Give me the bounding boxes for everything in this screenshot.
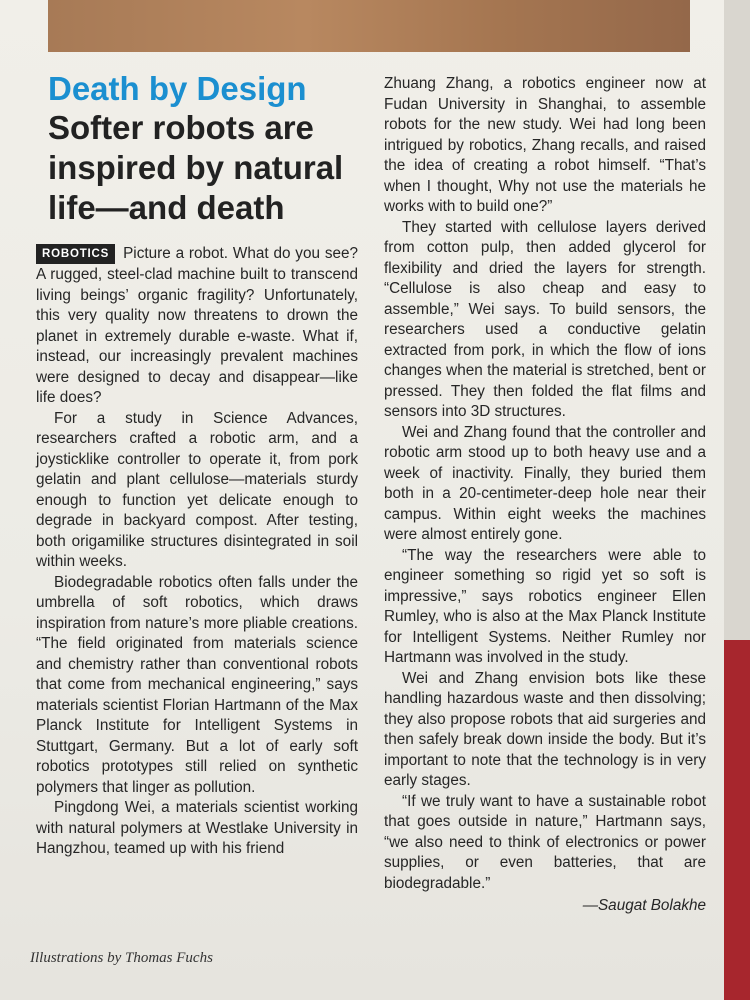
author-byline: —Saugat Bolakhe bbox=[582, 897, 706, 914]
illustration-credit: Illustrations by Thomas Fuchs bbox=[30, 950, 213, 966]
article-paragraph: Zhuang Zhang, a robotics engineer now at Fudan University in Shanghai, to assemble robots for the new study. Wei had long been intrigued by robotics, Zhang recalls, and raised the idea of creating a robot himself. “That’s when I thought, Why not use the materials he works with to build one?” bbox=[384, 75, 706, 215]
header-photo-strip bbox=[48, 0, 690, 52]
right-column bbox=[384, 74, 706, 917]
article-paragraph: “The way the researchers were able to engineer something so rigid yet so soft is impressive,” says robotics engineer Ellen Rumley, who is also at the Max Planck Institute for Intelligent Systems. Neither Rumley nor Hartmann was involved in the study. bbox=[384, 546, 706, 666]
article-paragraph: Wei and Zhang found that the controller and robotic arm stood up to both heavy use and a week of inactivity. Finally, they buried them both in a 20-centimeter-deep hole near their campus. Within eight weeks the machines were almost entirely gone. bbox=[384, 423, 706, 543]
article-paragraph: Wei and Zhang envision bots like these handling hazardous waste and then dissolving; they also propose robots that aid surgeries and then safely break down inside the body. But it’s important to note that the technology is in very early stages. bbox=[384, 669, 706, 789]
left-column bbox=[36, 244, 358, 860]
article-paragraph: Pingdong Wei, a materials scientist working with natural polymers at Westlake University in Hangzhou, teamed up with his friend bbox=[36, 799, 358, 857]
article-paragraph bbox=[36, 244, 358, 409]
article-kicker: Death by Design bbox=[48, 70, 307, 107]
section-badge: ROBOTICS bbox=[36, 244, 115, 264]
adjacent-page-edge bbox=[724, 640, 750, 1000]
headline-block bbox=[48, 70, 368, 228]
paragraph-text: Picture a robot. What do you see? A rugged, steel-clad machine built to transcend living beings’ organic fragility? Unfortunately, this very quality now threatens to drown the planet in extremely durable e-waste. What if, instead, our increasingly prevalent machines were designed to decay and disappear—like life does? bbox=[36, 245, 358, 406]
article-paragraph: “If we truly want to have a sustainable robot that goes outside in nature,” Hartmann says, “we also need to think of electronics or power supplies, or even batteries, that are biodegradable.” bbox=[384, 792, 706, 892]
article-paragraph: They started with cellulose layers derived from cotton pulp, then added glycerol for flexibility and dried the layers for strength. “Cellulose is also cheap and easy to assemble,” Wei says. To build sensors, the researchers used a conductive gelatin extracted from pork, in which the flow of ions changes when the material is stretched, bent or pressed. They then folded the flat films and sensors into 3D structures. bbox=[384, 218, 706, 420]
article-paragraph: For a study in Science Advances, researchers crafted a robotic arm, and a joysticklike controller to operate it, from pork gelatin and plant cellulose—materials sturdy enough to function yet delicate enough to degrade in backyard compost. After testing, both origamilike structures disintegrated in soil within weeks. bbox=[36, 409, 358, 570]
article-paragraph: Biodegradable robotics often falls under the umbrella of soft robotics, which draws inspiration from nature’s more pliable creations. “The field originated from materials science and chemistry rather than conventional robots that come from mechanical engineering,” says materials scientist Florian Hartmann of the Max Planck Institute for Intelligent Systems in Stuttgart, Germany. But a lot of early soft robotics prototypes still relied on synthetic polymers that linger as pollution. bbox=[36, 573, 358, 796]
article-dek: Softer robots are inspired by natural life—and death bbox=[48, 109, 344, 226]
